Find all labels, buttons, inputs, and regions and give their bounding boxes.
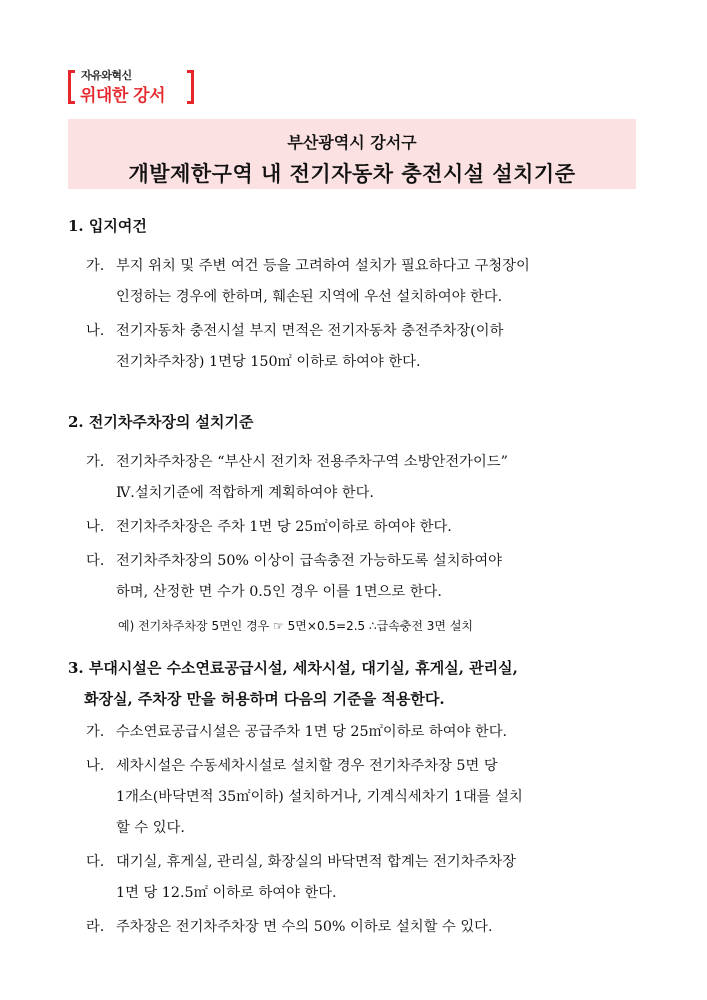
item-marker: 나. [86, 758, 105, 774]
spacer [68, 381, 648, 401]
list-item [68, 847, 648, 909]
list-item [68, 447, 648, 509]
item-line: 수소연료공급시설은 공급주차 1면 당 25㎡이하로 하여야 한다. [116, 724, 508, 740]
item-marker: 가. [86, 724, 105, 740]
section-heading-2: 2. 전기차주차장의 설치기준 [68, 413, 254, 431]
logo-bracket-left [68, 70, 75, 104]
section-heading-3-line1: 3. 부대시설은 수소연료공급시설, 세차시설, 대기실, 휴게실, 관리실, [68, 659, 518, 677]
item-line: 할 수 있다. [116, 820, 185, 836]
document-body [68, 205, 648, 946]
item-line: 전기차주차장은 “부산시 전기차 전용주차구역 소방안전가이드” [116, 454, 508, 470]
item-line: 하며, 산정한 면 수가 0.5인 경우 이를 1면으로 한다. [116, 584, 442, 600]
item-line: 전기차주차장의 50% 이상이 급속충전 가능하도록 설치하여야 [116, 553, 502, 569]
logo-big-text: 위대한 강서 [80, 86, 166, 106]
list-item [68, 316, 648, 378]
item-marker: 다. [86, 553, 105, 569]
item-line: Ⅳ.설치기준에 적합하게 계획하여야 한다. [116, 485, 374, 501]
item-line: 주차장은 전기차주차장 면 수의 50% 이하로 설치할 수 있다. [116, 919, 493, 935]
item-marker: 다. [86, 854, 105, 870]
section-heading-1: 1. 입지여건 [68, 217, 147, 235]
section-heading-3 [68, 653, 648, 715]
logo-bracket-right [187, 70, 194, 104]
logo [68, 66, 194, 108]
section-heading-3-line2: 화장실, 주차장 만을 허용하며 다음의 기준을 적용한다. [84, 690, 445, 708]
item-line: 대기실, 휴게실, 관리실, 화장실의 바닥면적 합계는 전기차주차장 [116, 854, 516, 870]
logo-small-text: 자유와혁신 [81, 69, 132, 82]
item-line: 인정하는 경우에 한하며, 훼손된 지역에 우선 설치하여야 한다. [116, 289, 503, 305]
title-line2: 개발제한구역 내 전기자동차 충전시설 설치기준 [128, 162, 576, 186]
list-item [68, 546, 648, 608]
list-item [68, 912, 648, 943]
title-line1: 부산광역시 강서구 [287, 133, 417, 152]
list-item [68, 717, 648, 748]
list-item [68, 751, 648, 844]
list-item [68, 251, 648, 313]
item-line: 1면 당 12.5㎡ 이하로 하여야 한다. [116, 885, 337, 901]
item-marker: 가. [86, 258, 105, 274]
title-box [68, 119, 636, 189]
item-line: 전기차주차장) 1면당 150㎡ 이하로 하여야 한다. [116, 354, 421, 370]
item-line: 전기자동차 충전시설 부지 면적은 전기자동차 충전주차장(이하 [116, 323, 504, 339]
item-line: 세차시설은 수동세차시설로 설치할 경우 전기차주차장 5면 당 [116, 758, 498, 774]
item-line: 부지 위치 및 주변 여건 등을 고려하여 설치가 필요하다고 구청장이 [116, 258, 530, 274]
item-marker: 나. [86, 323, 105, 339]
item-line: 전기차주차장은 주차 1면 당 25㎡이하로 하여야 한다. [116, 519, 452, 535]
item-marker: 나. [86, 519, 105, 535]
item-line: 1개소(바닥면적 35㎡이하) 설치하거나, 기계식세차기 1대를 설치 [116, 789, 523, 805]
item-marker: 가. [86, 454, 105, 470]
list-item [68, 512, 648, 543]
example-note: 예) 전기차주차장 5면인 경우 ☞ 5면×0.5=2.5 ∴급속충전 3면 설치 [118, 619, 474, 633]
item-marker: 라. [86, 919, 105, 935]
